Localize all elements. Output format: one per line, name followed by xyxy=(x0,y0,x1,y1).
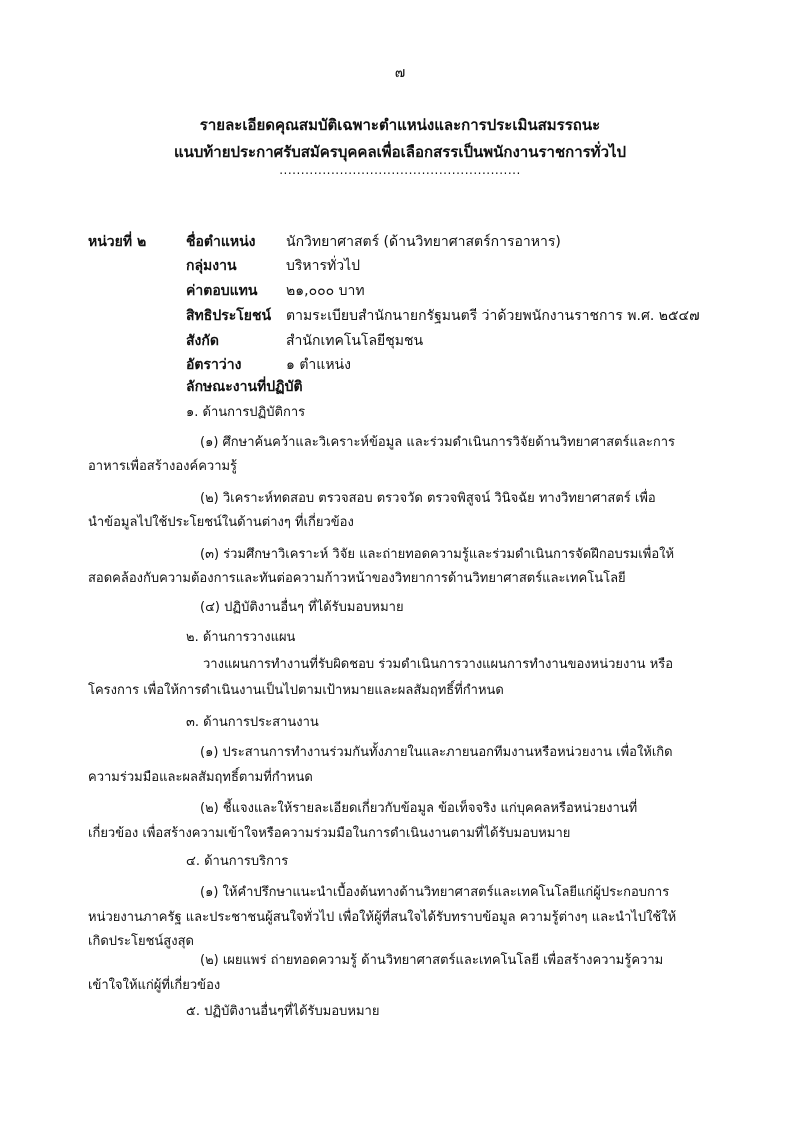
section-heading-operations: ๑. ด้านการปฏิบัติการ xyxy=(186,405,306,420)
document-title-line-2: แนบท้ายประกาศรับสมัครบุคคลเพื่อเลือกสรรเป็นพนักงานราชการทั่วไป xyxy=(173,143,627,161)
section-heading-planning: ๒. ด้านการวางแผน xyxy=(186,630,296,645)
duty-item: วางแผนการทำงานที่รับผิดชอบ ร่วมดำเนินการวางแผนการทำงานของหน่วยงาน หรือ xyxy=(203,657,674,672)
duty-item-continuation: อาหารเพื่อสร้างองค์ความรู้ xyxy=(88,459,238,474)
section-heading-service: ๔. ด้านการบริการ xyxy=(186,854,289,869)
duties-heading: ลักษณะงานที่ปฏิบัติ xyxy=(186,379,303,395)
duty-item-continuation: เข้าใจให้แก่ผู้ที่เกี่ยวข้อง xyxy=(88,978,221,993)
duty-item: (๑) ศึกษาค้นคว้าและวิเคราะห์ข้อมูล และร่วมดำเนินการวิจัยด้านวิทยาศาสตร์และการ xyxy=(200,435,675,450)
field-benefits xyxy=(186,305,700,327)
field-label: อัตราว่าง xyxy=(186,357,242,373)
field-label: สังกัด xyxy=(186,333,219,349)
field-affiliation xyxy=(186,330,423,352)
field-position-name xyxy=(186,231,561,253)
duty-item: (๑) ประสานการทำงานร่วมกันทั้งภายในและภายนอกทีมงานหรือหน่วยงาน เพื่อให้เกิด xyxy=(200,745,673,760)
duty-item-continuation: หน่วยงานภาครัฐ และประชาชนผู้สนใจทั่วไป เพื่อให้ผู้ที่สนใจได้รับทราบข้อมูล ความรู้ต่างๆ และนำไปใช้ให้ xyxy=(88,910,677,925)
field-value: นักวิทยาศาสตร์ (ด้านวิทยาศาสตร์การอาหาร) xyxy=(286,234,561,250)
duty-item: (๒) วิเคราะห์ทดสอบ ตรวจสอบ ตรวจวัด ตรวจพิสูจน์ วินิจฉัย ทางวิทยาศาสตร์ เพื่อ xyxy=(200,491,656,506)
field-value: สำนักเทคโนโลยีชุมชน xyxy=(286,333,424,349)
unit-label: หน่วยที่ ๒ xyxy=(88,234,147,250)
duty-item: (๒) เผยแพร่ ถ่ายทอดความรู้ ด้านวิทยาศาสตร์และเทคโนโลยี เพื่อสร้างความรู้ความ xyxy=(200,953,664,968)
field-label: กลุ่มงาน xyxy=(186,258,237,274)
duty-item-continuation: เกิดประโยชน์สูงสุด xyxy=(88,934,194,949)
field-value: ๒๑,๐๐๐ บาท xyxy=(286,283,365,299)
field-value: บริหารทั่วไป xyxy=(286,258,361,274)
section-heading-coordination: ๓. ด้านการประสานงาน xyxy=(186,715,319,730)
field-label: สิทธิประโยชน์ xyxy=(186,308,272,324)
duty-item: (๓) ร่วมศึกษาวิเคราะห์ วิจัย และถ่ายทอดความรู้และร่วมดำเนินการจัดฝึกอบรมเพื่อให้ xyxy=(200,547,675,562)
field-job-group xyxy=(186,255,360,277)
duty-item-continuation: นำข้อมูลไปใช้ประโยชน์ในด้านต่างๆ ที่เกี่ยวข้อง xyxy=(88,515,354,530)
duty-item: (๑) ให้คำปรึกษาแนะนำเบื้องต้นทางด้านวิทยาศาสตร์และเทคโนโลยีแก่ผู้ประกอบการ xyxy=(200,885,670,900)
duty-item-continuation: ความร่วมมือและผลสัมฤทธิ์ตามที่กำหนด xyxy=(88,770,313,785)
duty-item-continuation: สอดคล้องกับความต้องการและทันต่อความก้าวหน้าของวิทยาการด้านวิทยาศาสตร์และเทคโนโลยี xyxy=(88,571,626,586)
duty-item-continuation: โครงการ เพื่อให้การดำเนินงานเป็นไปตามเป้าหมายและผลสัมฤทธิ์ที่กำหนด xyxy=(88,683,504,698)
field-label: ชื่อตำแหน่ง xyxy=(186,234,256,250)
duty-item: (๒) ชี้แจงและให้รายละเอียดเกี่ยวกับข้อมูล ข้อเท็จจริง แก่บุคคลหรือหน่วยงานที่ xyxy=(200,801,638,816)
field-value: ตามระเบียบสำนักนายกรัฐมนตรี ว่าด้วยพนักงานราชการ พ.ศ. ๒๕๔๗ xyxy=(286,308,700,324)
field-vacancies xyxy=(186,354,351,376)
field-salary xyxy=(186,280,365,302)
duty-item: (๔) ปฏิบัติงานอื่นๆ ที่ได้รับมอบหมาย xyxy=(200,600,404,615)
field-label: ค่าตอบแทน xyxy=(186,283,258,299)
field-value: ๑ ตำแหน่ง xyxy=(286,357,351,373)
duty-item-continuation: เกี่ยวข้อง เพื่อสร้างความเข้าใจหรือความร่วมมือในการดำเนินงานตามที่ได้รับมอบหมาย xyxy=(88,826,571,841)
document-title-line-1: รายละเอียดคุณสมบัติเฉพาะตำแหน่งและการประเมินสมรรถนะ xyxy=(199,116,601,134)
page-number: ๗ xyxy=(394,65,406,81)
title-separator: ........................................................ xyxy=(279,163,521,177)
section-heading-other-duties: ๕. ปฏิบัติงานอื่นๆที่ได้รับมอบหมาย xyxy=(186,1004,380,1019)
